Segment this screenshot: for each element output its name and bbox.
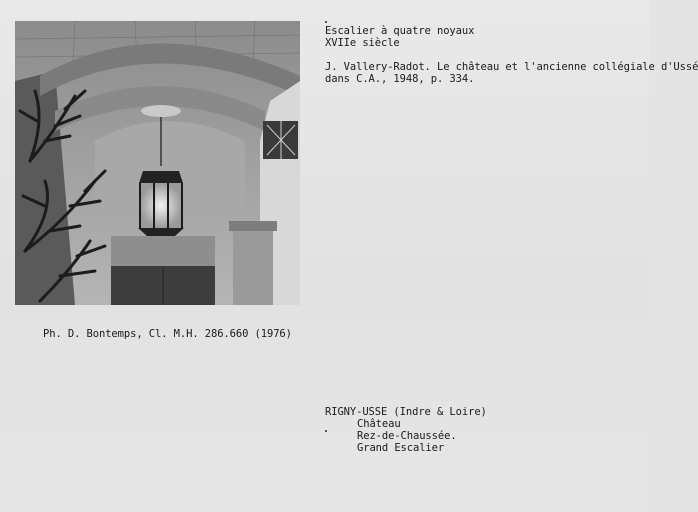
stair-hall-photo	[15, 21, 300, 305]
location-room: Grand Escalier	[357, 442, 445, 454]
reference-line-2: dans C.A., 1948, p. 334.	[325, 73, 475, 85]
reference-line-1: J. Vallery-Radot. Le château et l'ancienne collégiale d'Ussé	[325, 61, 698, 73]
photo-credit: Ph. D. Bontemps, Cl. M.H. 286.660 (1976)	[43, 328, 292, 340]
mark-dot	[325, 21, 327, 23]
location-building: Château	[357, 418, 401, 430]
title-line-2: XVIIe siècle	[325, 37, 400, 49]
location-commune: RIGNY-USSE (Indre & Loire)	[325, 406, 487, 418]
mark-dot	[325, 430, 327, 432]
location-floor: Rez-de-Chaussée.	[357, 430, 457, 442]
photo-illustration	[15, 21, 300, 305]
title-line-1: Escalier à quatre noyaux	[325, 25, 475, 37]
